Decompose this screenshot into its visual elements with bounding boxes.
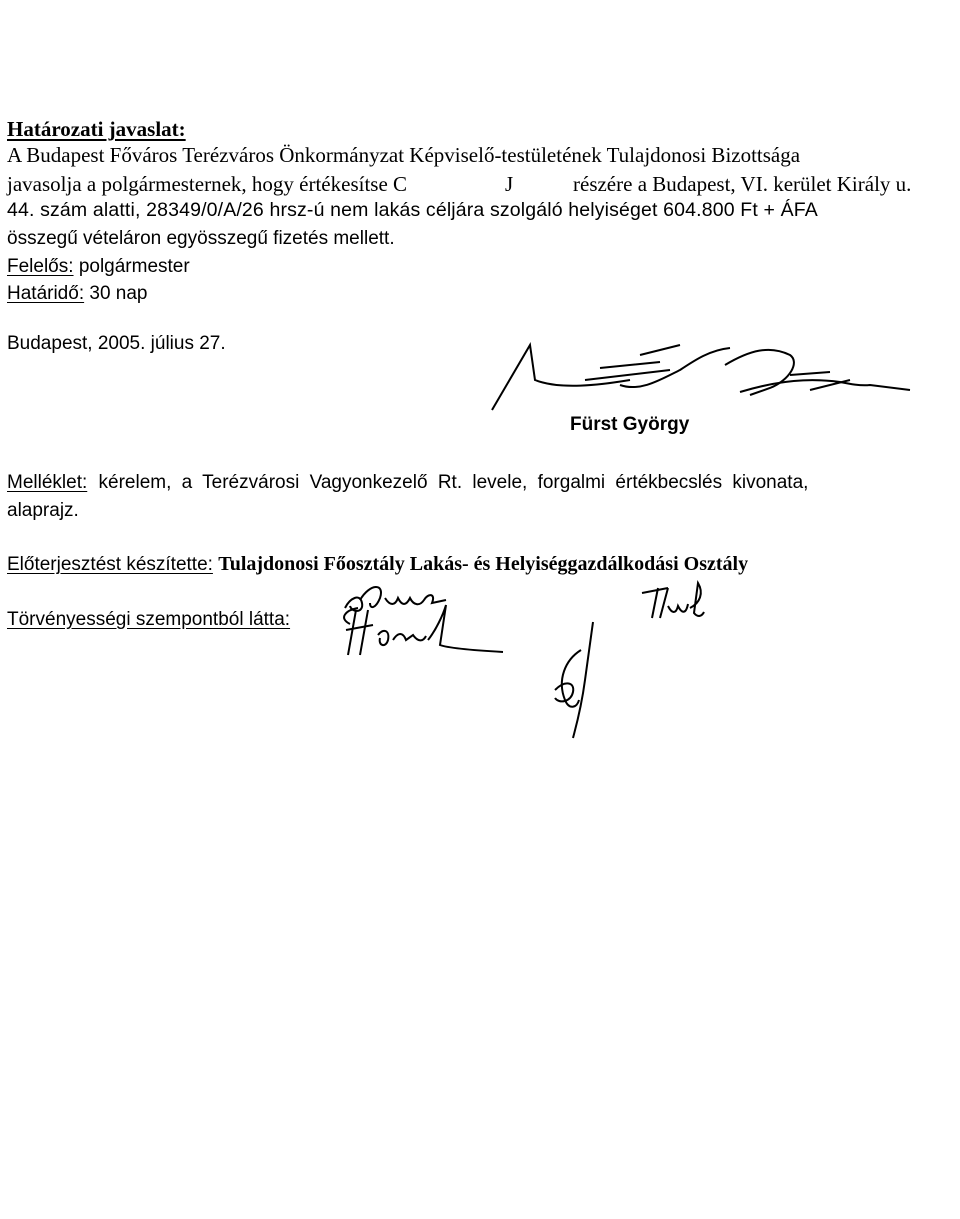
- handwritten-initials-right: [638, 578, 708, 623]
- signature-furst-gyorgy: [490, 340, 920, 420]
- prepared-by-label: Előterjesztést készítette:: [7, 554, 213, 575]
- attachment-line-2: alaprajz.: [7, 500, 79, 521]
- signer-name: Fürst György: [570, 414, 690, 435]
- proposal-line-4: összegű vételáron egyösszegű fizetés mellett.: [7, 228, 395, 249]
- responsible-value: polgármester: [78, 256, 190, 277]
- deadline-row: [7, 283, 148, 305]
- document-date: Budapest, 2005. július 27.: [7, 333, 226, 354]
- proposal-line-2c: részére a Budapest, VI. kerület Király u.: [573, 172, 912, 196]
- prepared-by-value: Tulajdonosi Főosztály Lakás- és Helyiséggazdálkodási Osztály: [218, 553, 749, 575]
- proposal-line-1: A Budapest Főváros Terézváros Önkormányzat Képviselő-testületének Tulajdonosi Bizottsága: [7, 143, 801, 167]
- prepared-by-row: [7, 553, 748, 576]
- document-heading: Határozati javaslat:: [7, 117, 186, 141]
- proposal-line-2a: javasolja a polgármesternek, hogy értékesítse C: [7, 172, 408, 196]
- handwritten-signature-legal: [328, 600, 508, 660]
- legal-review-label: Törvényességi szempontból látta:: [7, 609, 291, 630]
- attachment-row: [7, 472, 952, 494]
- deadline-label: Határidő:: [7, 283, 85, 304]
- attachment-label: Melléklet:: [7, 472, 88, 493]
- proposal-line-3: 44. szám alatti, 28349/0/A/26 hrsz-ú nem lakás céljára szolgáló helyiséget 604.800 Ft + ÁFA: [7, 199, 818, 221]
- proposal-line-2b: J: [505, 172, 514, 196]
- handwritten-mark-bottom: [545, 620, 605, 740]
- responsible-label: Felelős:: [7, 256, 74, 277]
- responsible-row: [7, 256, 190, 278]
- deadline-value: 30 nap: [89, 283, 148, 304]
- attachment-line-1: kérelem, a Terézvárosi Vagyonkezelő Rt. levele, forgalmi értékbecslés kivonata,: [98, 472, 809, 493]
